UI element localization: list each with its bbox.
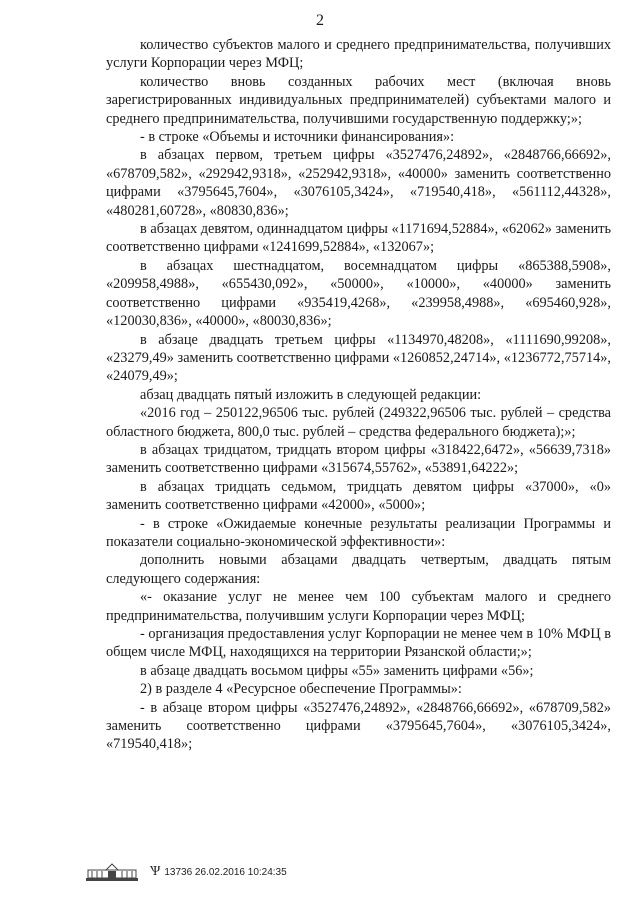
paragraph: в абзаце двадцать третьем цифры «1134970,48208», «1111690,99208», «23279,49» заменить соответственно цифрами «1260852,24714», «1236772,75714», «24079,49»;: [106, 331, 611, 385]
paragraph: в абзацах первом, третьем цифры «3527476,24892», «2848766,66692», «678709,582», «292942,9318», «252942,9318», «40000» заменить соответственно цифрами «3795645,7604», «3076105,3424», «719540,418», «561112,44328», «480281,60728», «80830,836»;: [106, 147, 611, 219]
document-body: [106, 36, 611, 754]
paragraph: дополнить новыми абзацами двадцать четвертым, двадцать пятым следующего содержания:: [106, 552, 611, 587]
paragraph: - в абзаце втором цифры «3527476,24892», «2848766,66692», «678709,582» заменить соответственно цифрами «3795645,7604», «3076105,3424», «719540,418»;: [106, 699, 611, 753]
paragraph: - в строке «Объемы и источники финансирования»:: [140, 129, 455, 146]
paragraph: количество вновь созданных рабочих мест (включая вновь зарегистрированных индивидуальных предпринимателей) субъектами малого и среднего предпринимательства, получившими государственную поддержку;»;: [106, 73, 611, 127]
paragraph: в абзацах тридцатом, тридцать втором цифры «318422,6472», «56639,7318» заменить соответственно цифрами «315674,55762», «53891,64222»;: [106, 441, 611, 477]
paragraph: в абзацах тридцать седьмом, тридцать девятом цифры «37000», «0» заменить соответственно цифрами «42000», «5000»;: [106, 478, 611, 514]
page-number: 2: [316, 12, 324, 29]
paragraph: абзац двадцать пятый изложить в следующей редакции:: [140, 386, 482, 403]
registration-stamp: 13736 26.02.2016 10:24:35: [164, 866, 287, 878]
paragraph: 2) в разделе 4 «Ресурсное обеспечение Программы»:: [140, 681, 462, 698]
paragraph: в абзацах девятом, одиннадцатом цифры «1171694,52884», «62062» заменить соответственно цифрами «1241699,52884», «132067»;: [106, 221, 611, 256]
paragraph: в абзацах шестнадцатом, восемнадцатом цифры «865388,5908», «209958,4988», «655430,092», «50000», «10000», «40000» заменить соответственно цифрами «935419,4268», «239958,4988», «695460,928», «120030,836», «40000», «80030,836»;: [106, 257, 611, 330]
paragraph: в абзаце двадцать восьмом цифры «55» заменить цифрами «56»;: [140, 662, 534, 679]
paragraph: «- оказание услуг не менее чем 100 субъектам малого и среднего предпринимательства, получившим услуги Корпорации через МФЦ;: [106, 589, 611, 624]
paragraph: «2016 год – 250122,96506 тыс. рублей (249322,96506 тыс. рублей – средства областного бюджета, 800,0 тыс. рублей – средства федерального бюджета);»;: [106, 405, 611, 440]
paragraph: - организация предоставления услуг Корпорации не менее чем в 10% МФЦ в общем числе МФЦ, находящихся на территории Рязанской области;»;: [106, 626, 611, 661]
document-footer: [84, 862, 287, 882]
building-logo-icon: [84, 862, 140, 882]
paragraph: - в строке «Ожидаемые конечные результаты реализации Программы и показатели социально-экономической эффективности»:: [106, 515, 611, 550]
paragraph: количество субъектов малого и среднего предпринимательства, получивших услуги Корпорации через МФЦ;: [106, 37, 611, 72]
document-sign-glyph: Ѱ: [150, 864, 161, 879]
